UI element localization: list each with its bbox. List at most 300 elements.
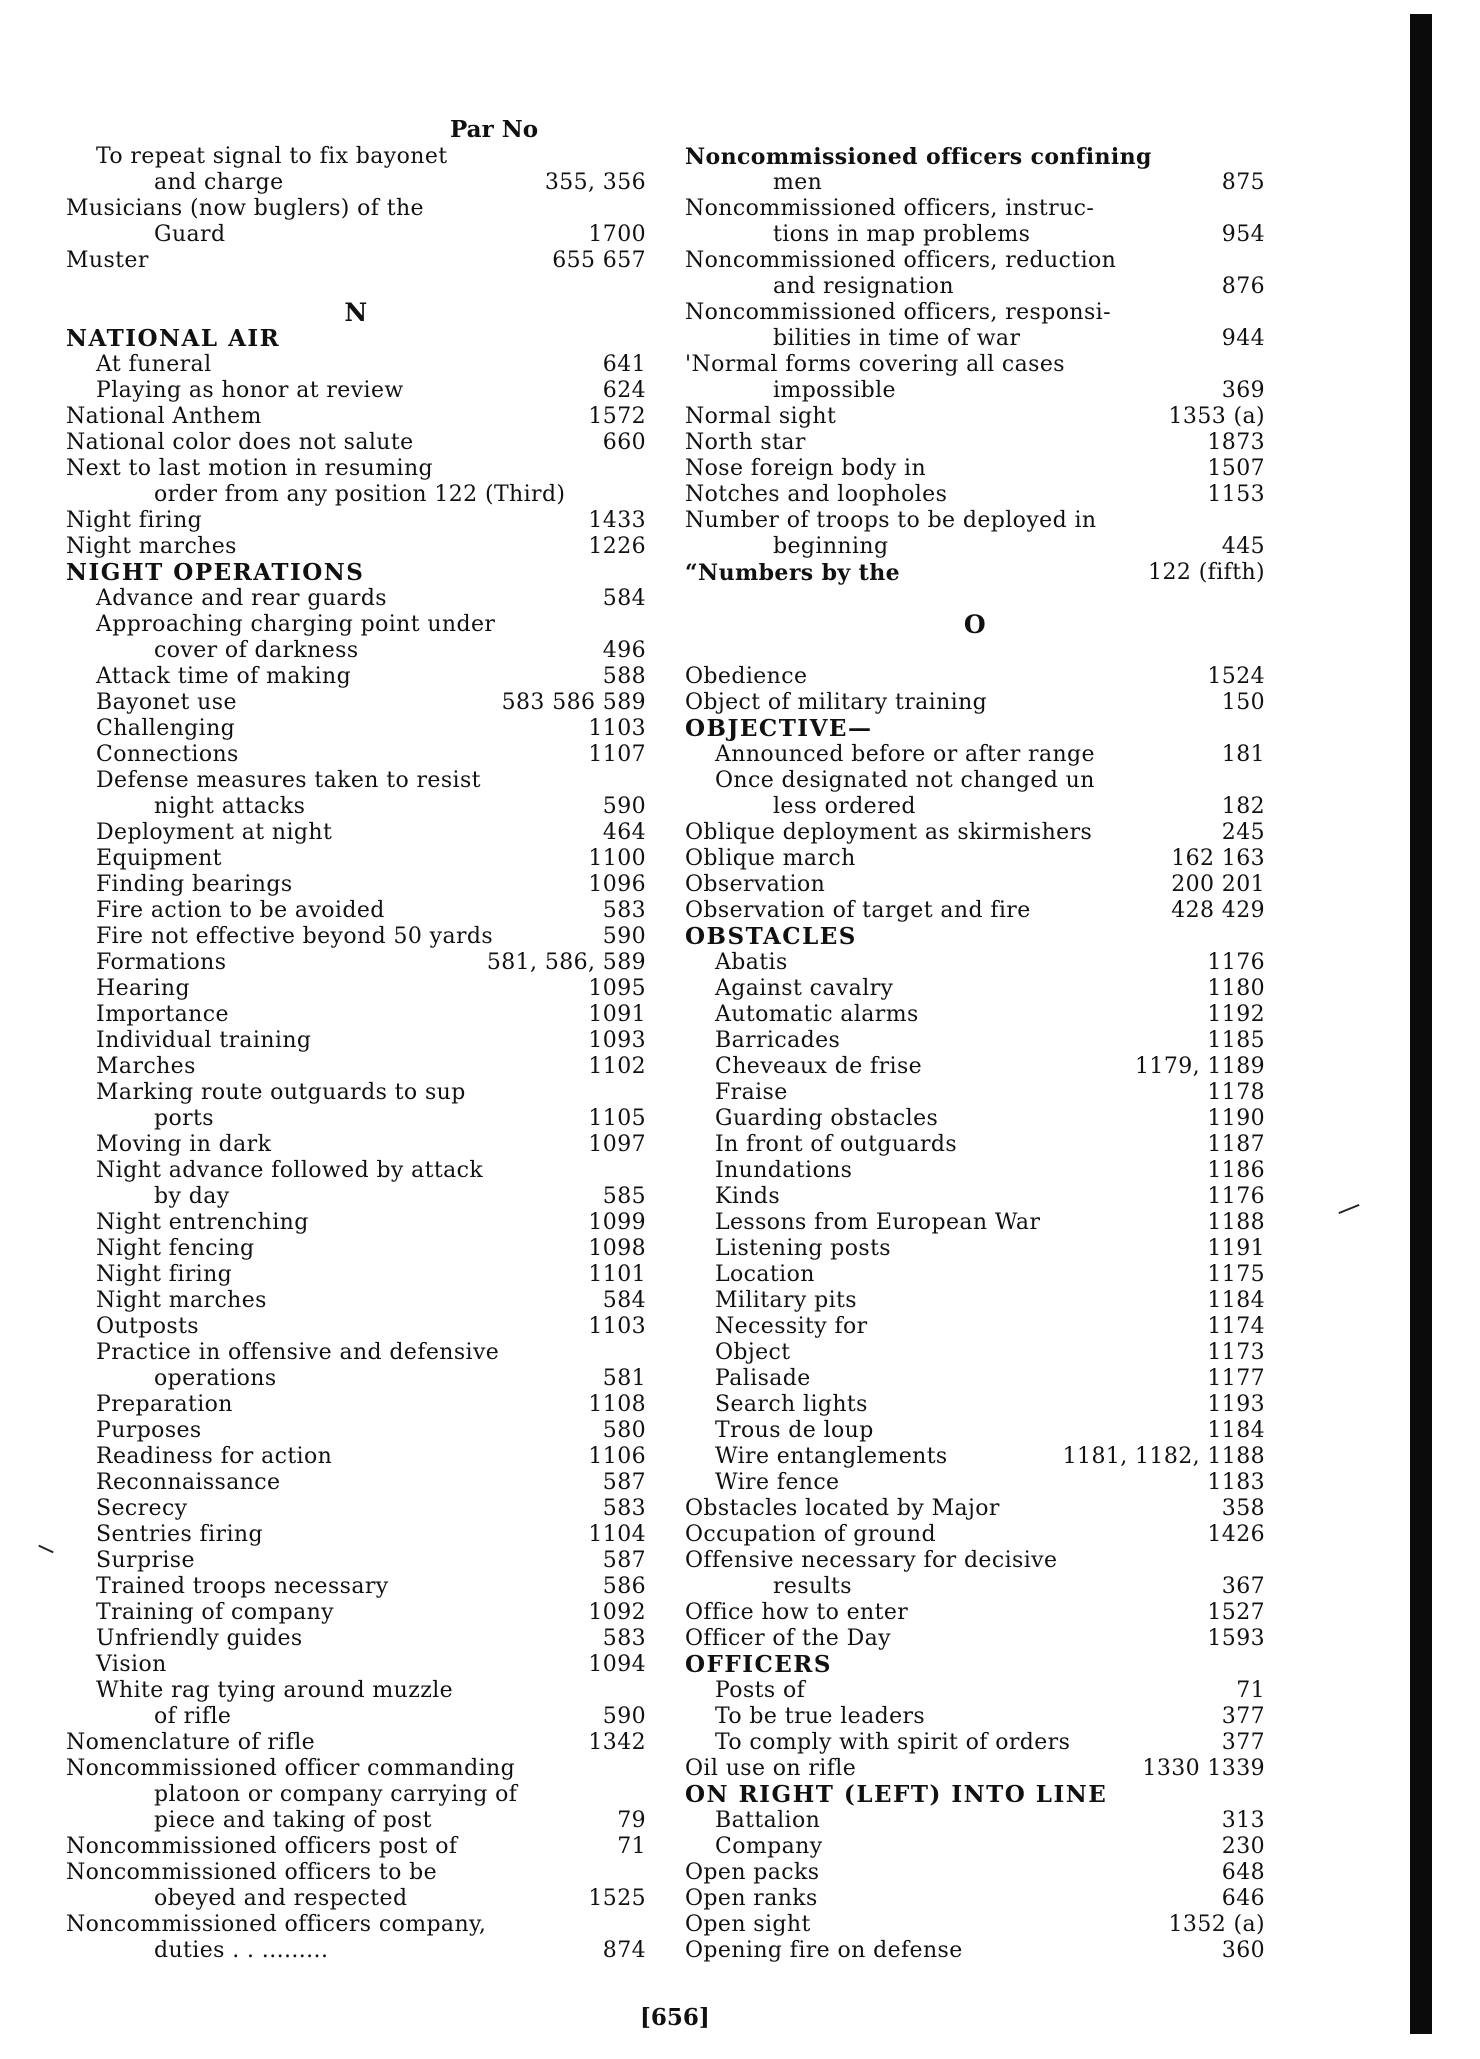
paragraph-number: 581 (602, 1366, 646, 1391)
entry-text: Office how to enter (685, 1600, 909, 1625)
index-entry (66, 1886, 646, 1912)
paragraph-number: 1185 (1207, 1028, 1265, 1053)
index-entry (66, 1262, 646, 1288)
entry-text: Advance and rear guards (96, 586, 387, 611)
paragraph-number: 122 (fifth) (1148, 560, 1265, 585)
paragraph-number: 1103 (588, 1314, 646, 1339)
index-entry (685, 1210, 1265, 1236)
index-entry (685, 404, 1265, 430)
index-entry (66, 1444, 646, 1470)
page-number: [656] (640, 2004, 710, 2031)
paragraph-number: 580 (602, 1418, 646, 1443)
index-entry (685, 1704, 1265, 1730)
index-entry (66, 586, 646, 612)
index-entry (685, 378, 1265, 404)
entry-text: “Numbers by the (685, 560, 901, 586)
paragraph-number: 646 (1221, 1886, 1265, 1911)
index-entry (685, 768, 1265, 794)
entry-text: OFFICERS (685, 1651, 833, 1678)
paragraph-number: 1193 (1207, 1392, 1265, 1417)
index-entry (685, 144, 1265, 170)
entry-text: Trous de loup (715, 1418, 874, 1443)
paragraph-number: 584 (602, 586, 646, 611)
index-entry (685, 508, 1265, 534)
entry-text: Object of military training (685, 690, 988, 715)
paragraph-number: 1094 (588, 1652, 646, 1677)
section-letter: N (344, 298, 368, 327)
index-entry (66, 612, 646, 638)
entry-text: Automatic alarms (715, 1002, 919, 1027)
paragraph-number: 367 (1221, 1574, 1265, 1599)
index-entry (685, 352, 1265, 378)
entry-text: Reconnaissance (96, 1470, 281, 1495)
paragraph-number: 1184 (1207, 1288, 1265, 1313)
index-entry (685, 1548, 1265, 1574)
index-entry (685, 1028, 1265, 1054)
entry-text: duties . . ......... (154, 1938, 329, 1963)
entry-text: To comply with spirit of orders (715, 1730, 1071, 1755)
paragraph-number: 1507 (1207, 456, 1265, 481)
entry-text: bilities in time of war (773, 326, 1021, 351)
index-entry (685, 976, 1265, 1002)
index-entry (66, 846, 646, 872)
paragraph-number: 71 (1236, 1678, 1265, 1703)
paragraph-number: 1092 (588, 1600, 646, 1625)
index-entry (66, 378, 646, 404)
paragraph-number: 590 (602, 1704, 646, 1729)
index-entry (66, 1418, 646, 1444)
index-entry (66, 1366, 646, 1392)
entry-text: Night fencing (96, 1236, 255, 1261)
index-entry (66, 1626, 646, 1652)
index-entry (66, 1210, 646, 1236)
paragraph-number: 1100 (588, 846, 646, 871)
entry-text: Location (715, 1262, 815, 1287)
index-entry (685, 1678, 1265, 1704)
paragraph-number: 1593 (1207, 1626, 1265, 1651)
index-entry (66, 1080, 646, 1106)
entry-text: Night advance followed by attack (96, 1158, 484, 1183)
index-heading (685, 1652, 1265, 1678)
entry-text: results (773, 1574, 852, 1599)
entry-text: men (773, 170, 823, 195)
index-entry (685, 1158, 1265, 1184)
entry-text: Night marches (96, 1288, 267, 1313)
entry-text: Against cavalry (715, 976, 894, 1001)
paragraph-number: 358 (1221, 1496, 1265, 1521)
paragraph-number: 1186 (1207, 1158, 1265, 1183)
entry-text: operations (154, 1366, 277, 1391)
paragraph-number: 944 (1221, 326, 1265, 351)
entry-text: Cheveaux de frise (715, 1054, 923, 1079)
index-entry (685, 534, 1265, 560)
index-entry (685, 1184, 1265, 1210)
index-entry (685, 430, 1265, 456)
index-entry (685, 170, 1265, 196)
index-entry (685, 898, 1265, 924)
index-entry (685, 1262, 1265, 1288)
paragraph-number: 1099 (588, 1210, 646, 1235)
paragraph-number: 876 (1221, 274, 1265, 299)
index-entry (685, 664, 1265, 690)
entry-text: Noncommissioned officers post of (66, 1834, 458, 1859)
entry-text: To repeat signal to fix bayonet (96, 144, 448, 169)
paragraph-number: 648 (1221, 1860, 1265, 1885)
entry-text: Lessons from European War (715, 1210, 1041, 1235)
index-entry (66, 768, 646, 794)
index-entry (66, 196, 646, 222)
paragraph-number: 1190 (1207, 1106, 1265, 1131)
paragraph-number: 1179, 1189 (1135, 1054, 1265, 1079)
index-entry (66, 638, 646, 664)
entry-text: North star (685, 430, 806, 455)
index-entry (66, 352, 646, 378)
index-entry (66, 1756, 646, 1782)
entry-text: Noncommissioned officers to be (66, 1860, 438, 1885)
entry-text: tions in map problems (773, 222, 1031, 247)
index-entry (66, 872, 646, 898)
entry-text: Barricades (715, 1028, 841, 1053)
index-entry (685, 274, 1265, 300)
index-heading (685, 1782, 1265, 1808)
spacer (685, 586, 1265, 612)
index-entry (685, 1808, 1265, 1834)
entry-text: Noncommissioned officers, instruc- (685, 196, 1095, 221)
index-entry (685, 1080, 1265, 1106)
entry-text: Necessity for (715, 1314, 868, 1339)
right-entries (685, 144, 1265, 1964)
paragraph-number: 360 (1221, 1938, 1265, 1963)
entry-text: Obstacles located by Major (685, 1496, 1000, 1521)
index-entry (66, 794, 646, 820)
paragraph-number: 496 (602, 638, 646, 663)
entry-text: Officer of the Day (685, 1626, 891, 1651)
paragraph-number: 1352 (a) (1168, 1912, 1265, 1937)
entry-text: Guarding obstacles (715, 1106, 939, 1131)
entry-text: Battalion (715, 1808, 821, 1833)
paragraph-number: 1353 (a) (1168, 404, 1265, 429)
entry-text: NIGHT OPERATIONS (66, 559, 365, 586)
paragraph-number: 1187 (1207, 1132, 1265, 1157)
paragraph-number: 181 (1221, 742, 1265, 767)
entry-text: obeyed and respected (154, 1886, 408, 1911)
paragraph-number: 1178 (1207, 1080, 1265, 1105)
index-entry (685, 560, 1265, 586)
index-entry (66, 924, 646, 950)
paragraph-number: 1093 (588, 1028, 646, 1053)
index-entry (66, 1470, 646, 1496)
entry-text: To be true leaders (715, 1704, 926, 1729)
paragraph-number: 1176 (1207, 950, 1265, 975)
entry-text: OBJECTIVE— (685, 715, 873, 742)
entry-text: Night entrenching (96, 1210, 309, 1235)
index-entry (685, 1912, 1265, 1938)
entry-text: Announced before or after range (715, 742, 1095, 767)
index-entry (66, 664, 646, 690)
index-entry (685, 1496, 1265, 1522)
index-entry (685, 794, 1265, 820)
entry-text: Wire fence (715, 1470, 840, 1495)
index-entry (66, 1704, 646, 1730)
entry-text: NATIONAL AIR (66, 325, 281, 352)
entry-text: Musicians (now buglers) of the (66, 196, 424, 221)
index-entry (66, 1860, 646, 1886)
entry-text: Night marches (66, 534, 237, 559)
paragraph-number: 1097 (588, 1132, 646, 1157)
entry-text: night attacks (154, 794, 306, 819)
paragraph-number: 1098 (588, 1236, 646, 1261)
paragraph-number: 1176 (1207, 1184, 1265, 1209)
index-entry (66, 482, 646, 508)
index-entry (685, 1366, 1265, 1392)
paragraph-number: 1180 (1207, 976, 1265, 1001)
index-entry (685, 1340, 1265, 1366)
index-entry (66, 1912, 646, 1938)
index-entry (685, 1886, 1265, 1912)
index-entry (66, 1184, 646, 1210)
index-entry (66, 1678, 646, 1704)
paragraph-number: 71 (617, 1834, 646, 1859)
entry-text: Trained troops necessary (96, 1574, 389, 1599)
paragraph-number: 1183 (1207, 1470, 1265, 1495)
index-entry (685, 300, 1265, 326)
entry-text: by day (154, 1184, 230, 1209)
index-entry (66, 1834, 646, 1860)
index-entry (66, 898, 646, 924)
paragraph-number: 1103 (588, 716, 646, 741)
paragraph-number: 584 (602, 1288, 646, 1313)
entry-text: Sentries firing (96, 1522, 263, 1547)
entry-text: Approaching charging point under (96, 612, 496, 637)
index-entry (66, 508, 646, 534)
entry-text: Oblique march (685, 846, 856, 871)
entry-text: National Anthem (66, 404, 262, 429)
paragraph-number: 245 (1221, 820, 1265, 845)
paragraph-number: 1181, 1182, 1188 (1062, 1444, 1265, 1469)
entry-text: Practice in offensive and defensive (96, 1340, 500, 1365)
paragraph-number: 583 (602, 1626, 646, 1651)
index-entry (66, 144, 646, 170)
paragraph-number: 586 (602, 1574, 646, 1599)
entry-text: Bayonet use (96, 690, 237, 715)
paragraph-number: 587 (602, 1548, 646, 1573)
paragraph-number: 587 (602, 1470, 646, 1495)
entry-text: Playing as honor at review (96, 378, 404, 403)
index-entry (685, 742, 1265, 768)
paragraph-number: 660 (602, 430, 646, 455)
paragraph-number: 1107 (588, 742, 646, 767)
paragraph-number: 1524 (1207, 664, 1265, 689)
index-entry (66, 430, 646, 456)
entry-text: White rag tying around muzzle (96, 1678, 454, 1703)
entry-text: Guard (154, 222, 226, 247)
paragraph-number: 590 (602, 924, 646, 949)
entry-text: Posts of (715, 1678, 806, 1703)
index-entry (66, 690, 646, 716)
entry-text: Notches and loopholes (685, 482, 948, 507)
index-entry (685, 846, 1265, 872)
index-entry (66, 950, 646, 976)
entry-text: Open ranks (685, 1886, 818, 1911)
index-entry (685, 456, 1265, 482)
entry-text: OBSTACLES (685, 923, 857, 950)
entry-text: Readiness for action (96, 1444, 333, 1469)
index-entry (685, 326, 1265, 352)
paragraph-number: 583 (602, 1496, 646, 1521)
stray-mark (38, 1545, 53, 1554)
index-entry (685, 1756, 1265, 1782)
paragraph-number: 355, 356 (544, 170, 646, 195)
paragraph-number: 377 (1221, 1730, 1265, 1755)
entry-text: Open packs (685, 1860, 820, 1885)
entry-text: Listening posts (715, 1236, 891, 1261)
paragraph-number: 1330 1339 (1142, 1756, 1265, 1781)
index-entry (66, 1808, 646, 1834)
entry-text: Fire action to be avoided (96, 898, 385, 923)
paragraph-number: 590 (602, 794, 646, 819)
entry-text: Night firing (96, 1262, 233, 1287)
index-entry (66, 1314, 646, 1340)
entry-text: Fire not effective beyond 50 yards (96, 924, 494, 949)
paragraph-number: 581, 586, 589 (486, 950, 646, 975)
paragraph-number: 464 (602, 820, 646, 845)
index-entry (685, 1834, 1265, 1860)
index-entry (685, 872, 1265, 898)
entry-text: Oil use on rifle (685, 1756, 857, 1781)
entry-text: National color does not salute (66, 430, 414, 455)
entry-text: Kinds (715, 1184, 781, 1209)
index-entry (685, 1314, 1265, 1340)
entry-text: Equipment (96, 846, 222, 871)
entry-text: of rifle (154, 1704, 232, 1729)
index-entry (66, 534, 646, 560)
paragraph-number: 182 (1221, 794, 1265, 819)
entry-text: Noncommissioned officers, reduction (685, 248, 1117, 273)
paragraph-number: 1433 (588, 508, 646, 533)
index-entry (685, 1600, 1265, 1626)
entry-text: Connections (96, 742, 239, 767)
entry-text: cover of darkness (154, 638, 359, 663)
entry-text: Offensive necessary for decisive (685, 1548, 1058, 1573)
paragraph-number: 954 (1221, 222, 1265, 247)
entry-text: Challenging (96, 716, 236, 741)
paragraph-number: 874 (602, 1938, 646, 1963)
entry-text: Object (715, 1340, 791, 1365)
entry-text: Defense measures taken to resist (96, 768, 481, 793)
paragraph-number: 1106 (588, 1444, 646, 1469)
index-entry (685, 248, 1265, 274)
paragraph-number: 624 (602, 378, 646, 403)
index-entry (685, 1730, 1265, 1756)
index-entry (685, 1574, 1265, 1600)
paragraph-number: 1091 (588, 1002, 646, 1027)
paragraph-number: 445 (1221, 534, 1265, 559)
entry-text: Importance (96, 1002, 229, 1027)
index-entry (685, 1938, 1265, 1964)
index-entry (685, 1444, 1265, 1470)
entry-text: Open sight (685, 1912, 811, 1937)
entry-text: and charge (154, 170, 284, 195)
index-entry (66, 1028, 646, 1054)
paragraph-number: 1873 (1207, 430, 1265, 455)
paragraph-number: 583 586 589 (501, 690, 646, 715)
paragraph-number: 1226 (588, 534, 646, 559)
paragraph-number: 583 (602, 898, 646, 923)
index-heading (685, 716, 1265, 742)
paragraph-number: 230 (1221, 1834, 1265, 1859)
paragraph-number: 1342 (588, 1730, 646, 1755)
entry-text: impossible (773, 378, 896, 403)
paragraph-number: 1101 (588, 1262, 646, 1287)
index-entry (685, 1470, 1265, 1496)
par-no-header: Par No (450, 116, 539, 143)
entry-text: Oblique deployment as skirmishers (685, 820, 1093, 845)
index-entry (66, 1496, 646, 1522)
entry-text: ON RIGHT (LEFT) INTO LINE (685, 1781, 1108, 1808)
entry-text: Hearing (96, 976, 190, 1001)
paragraph-number: 1525 (588, 1886, 646, 1911)
index-entry (66, 1730, 646, 1756)
index-entry (66, 976, 646, 1002)
entry-text: Moving in dark (96, 1132, 272, 1157)
paragraph-number: 585 (602, 1184, 646, 1209)
index-entry (66, 1392, 646, 1418)
entry-text: Individual training (96, 1028, 312, 1053)
index-entry (66, 222, 646, 248)
index-entry (685, 222, 1265, 248)
entry-text: Purposes (96, 1418, 202, 1443)
entry-text: and resignation (773, 274, 954, 299)
paragraph-number: 1095 (588, 976, 646, 1001)
entry-text: platoon or company carrying of (154, 1782, 518, 1807)
entry-text: Vision (96, 1652, 167, 1677)
index-entry (685, 1106, 1265, 1132)
index-entry (66, 456, 646, 482)
paragraph-number: 641 (602, 352, 646, 377)
index-entry (66, 1158, 646, 1184)
entry-text: Nose foreign body in (685, 456, 927, 481)
entry-text: Training of company (96, 1600, 334, 1625)
index-entry (66, 170, 646, 196)
index-entry (66, 1106, 646, 1132)
index-entry (66, 1236, 646, 1262)
index-entry (685, 1132, 1265, 1158)
entry-text: Number of troops to be deployed in (685, 508, 1097, 533)
entry-text: Formations (96, 950, 227, 975)
index-entry (66, 1288, 646, 1314)
entry-text: Preparation (96, 1392, 233, 1417)
index-entry (66, 742, 646, 768)
index-entry (66, 404, 646, 430)
entry-text: Obedience (685, 664, 808, 689)
index-entry (685, 690, 1265, 716)
index-entry (685, 820, 1265, 846)
index-entry (685, 950, 1265, 976)
paragraph-number: 1104 (588, 1522, 646, 1547)
spacer (66, 274, 646, 300)
entry-text: 'Normal forms covering all cases (685, 352, 1065, 377)
entry-text: Noncommissioned officer commanding (66, 1756, 516, 1781)
index-entry (66, 1548, 646, 1574)
entry-text: Nomenclature of rifle (66, 1730, 316, 1755)
entry-text: Marches (96, 1054, 196, 1079)
index-entry (66, 1054, 646, 1080)
index-entry (66, 820, 646, 846)
index-entry (685, 1002, 1265, 1028)
paragraph-number: 428 429 (1171, 898, 1265, 923)
entry-text: Finding bearings (96, 872, 293, 897)
index-entry (685, 1236, 1265, 1262)
